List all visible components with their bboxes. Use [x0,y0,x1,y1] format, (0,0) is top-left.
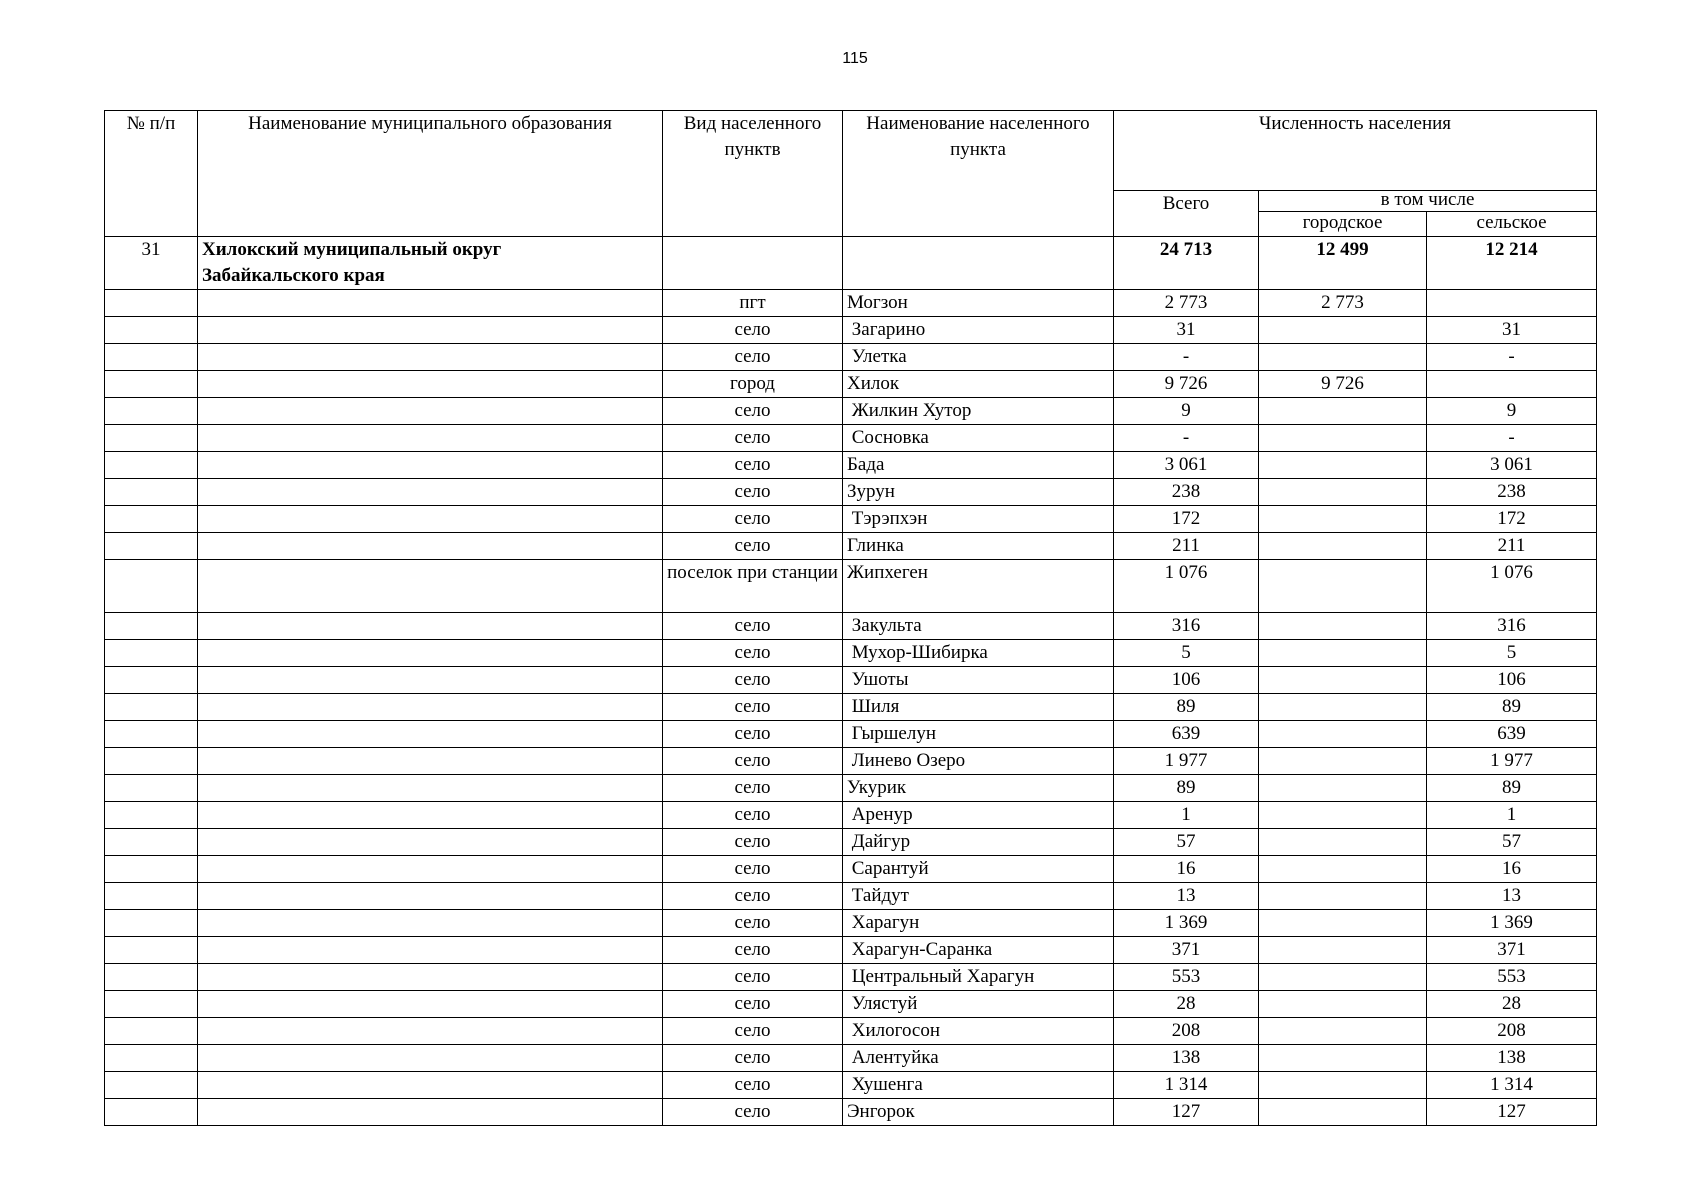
table-row [105,479,1597,506]
row-total: 89 [1114,694,1259,721]
row-settlement: Хилок [843,371,1114,398]
row-settlement: Тайдут [843,883,1114,910]
table-row [105,748,1597,775]
district-total: 24 713 [1114,237,1259,290]
row-total: 1 977 [1114,748,1259,775]
row-total: 1 369 [1114,910,1259,937]
row-total: 208 [1114,1018,1259,1045]
table-row [105,991,1597,1018]
row-num [105,883,198,910]
row-kind: село [663,613,843,640]
row-municipality [198,937,663,964]
row-kind: село [663,506,843,533]
row-rural: 371 [1427,937,1597,964]
table-row [105,667,1597,694]
row-kind: село [663,991,843,1018]
row-municipality [198,506,663,533]
district-kind [663,237,843,290]
row-total: 3 061 [1114,452,1259,479]
row-total: 371 [1114,937,1259,964]
row-settlement: Жипхеген [843,560,1114,613]
table-row [105,829,1597,856]
header-row [105,111,1597,191]
row-num [105,1045,198,1072]
row-total: - [1114,344,1259,371]
row-urban [1259,748,1427,775]
header-total: Всего [1114,191,1259,237]
table-row [105,560,1597,613]
row-total: 89 [1114,775,1259,802]
row-settlement: Центральный Харагун [843,964,1114,991]
row-total: 1 076 [1114,560,1259,613]
table-row [105,398,1597,425]
header-settlement: Наименование населенного пункта [843,111,1114,237]
row-kind: село [663,1099,843,1126]
row-num [105,506,198,533]
table-row [105,856,1597,883]
row-rural: 211 [1427,533,1597,560]
row-rural: 3 061 [1427,452,1597,479]
row-municipality [198,1045,663,1072]
row-rural: 138 [1427,1045,1597,1072]
row-settlement: Глинка [843,533,1114,560]
row-municipality [198,694,663,721]
row-num [105,1099,198,1126]
row-total: 1 [1114,802,1259,829]
row-rural: 9 [1427,398,1597,425]
row-municipality [198,317,663,344]
row-rural: 127 [1427,1099,1597,1126]
table-row [105,640,1597,667]
row-total: - [1114,425,1259,452]
row-kind: пгт [663,290,843,317]
row-total: 553 [1114,964,1259,991]
row-kind: село [663,937,843,964]
row-settlement: Укурик [843,775,1114,802]
row-total: 238 [1114,479,1259,506]
row-rural: - [1427,425,1597,452]
row-rural: - [1427,344,1597,371]
row-urban [1259,452,1427,479]
row-total: 28 [1114,991,1259,1018]
district-urban: 12 499 [1259,237,1427,290]
row-rural: 89 [1427,775,1597,802]
row-kind: село [663,748,843,775]
row-settlement: Улястуй [843,991,1114,1018]
row-municipality [198,910,663,937]
row-num [105,452,198,479]
row-rural: 553 [1427,964,1597,991]
row-num [105,1072,198,1099]
row-num [105,425,198,452]
table-row [105,910,1597,937]
row-num [105,964,198,991]
row-rural: 1 [1427,802,1597,829]
row-num [105,694,198,721]
row-kind: село [663,640,843,667]
row-rural [1427,290,1597,317]
table-row [105,344,1597,371]
table-row [105,425,1597,452]
row-total: 106 [1114,667,1259,694]
row-num [105,910,198,937]
row-rural: 1 369 [1427,910,1597,937]
row-num [105,317,198,344]
row-kind: город [663,371,843,398]
row-municipality [198,964,663,991]
table-row [105,937,1597,964]
row-settlement: Могзон [843,290,1114,317]
row-municipality [198,1072,663,1099]
row-total: 172 [1114,506,1259,533]
district-name-line1: Хилокский муниципальный округ [202,239,502,260]
row-total: 639 [1114,721,1259,748]
row-rural: 5 [1427,640,1597,667]
row-rural: 1 076 [1427,560,1597,613]
row-total: 316 [1114,613,1259,640]
row-num [105,1018,198,1045]
row-settlement: Ушоты [843,667,1114,694]
row-kind: село [663,1045,843,1072]
row-municipality [198,290,663,317]
row-urban [1259,479,1427,506]
table-row [105,694,1597,721]
row-settlement: Закульта [843,613,1114,640]
row-total: 9 [1114,398,1259,425]
row-urban [1259,721,1427,748]
row-urban [1259,1099,1427,1126]
row-municipality [198,452,663,479]
row-num [105,775,198,802]
row-urban [1259,937,1427,964]
row-kind: село [663,856,843,883]
row-rural: 57 [1427,829,1597,856]
row-urban [1259,964,1427,991]
header-population: Численность населения [1114,111,1597,191]
header-kind: Вид населенного пунктв [663,111,843,237]
row-urban [1259,560,1427,613]
page-number: 115 [842,50,868,67]
row-municipality [198,883,663,910]
row-total: 31 [1114,317,1259,344]
row-num [105,748,198,775]
table-row [105,721,1597,748]
row-num [105,802,198,829]
row-municipality [198,613,663,640]
row-rural: 89 [1427,694,1597,721]
row-urban: 9 726 [1259,371,1427,398]
row-urban [1259,991,1427,1018]
row-urban [1259,317,1427,344]
district-num: 31 [105,237,198,290]
row-kind: село [663,964,843,991]
row-total: 138 [1114,1045,1259,1072]
row-municipality [198,425,663,452]
row-num [105,856,198,883]
row-settlement: Бада [843,452,1114,479]
row-kind: село [663,883,843,910]
row-municipality [198,991,663,1018]
row-rural: 13 [1427,883,1597,910]
district-name-line2: Забайкальского края [202,265,385,286]
header-rural: сельское [1427,212,1597,237]
row-municipality [198,1099,663,1126]
district-row [105,237,1597,290]
row-urban [1259,829,1427,856]
row-municipality [198,802,663,829]
row-num [105,991,198,1018]
row-total: 1 314 [1114,1072,1259,1099]
row-kind: село [663,452,843,479]
row-num [105,398,198,425]
table-row [105,533,1597,560]
row-settlement: Хилогосон [843,1018,1114,1045]
row-settlement: Жилкин Хутор [843,398,1114,425]
district-settlement [843,237,1114,290]
row-rural: 208 [1427,1018,1597,1045]
row-settlement: Тэрэпхэн [843,506,1114,533]
population-table [104,110,1597,1126]
row-num [105,371,198,398]
table-row [105,802,1597,829]
row-municipality [198,640,663,667]
row-kind: село [663,344,843,371]
table-row [105,317,1597,344]
row-urban [1259,667,1427,694]
row-kind: село [663,694,843,721]
table-row [105,775,1597,802]
header-urban: городское [1259,212,1427,237]
row-municipality [198,560,663,613]
row-rural: 639 [1427,721,1597,748]
row-municipality [198,829,663,856]
row-rural: 16 [1427,856,1597,883]
row-rural [1427,371,1597,398]
row-rural: 106 [1427,667,1597,694]
row-settlement: Хушенга [843,1072,1114,1099]
row-settlement: Дайгур [843,829,1114,856]
row-total: 57 [1114,829,1259,856]
row-total: 2 773 [1114,290,1259,317]
row-municipality [198,775,663,802]
row-municipality [198,667,663,694]
row-settlement: Шиля [843,694,1114,721]
row-municipality [198,533,663,560]
row-settlement: Алентуйка [843,1045,1114,1072]
table-row [105,613,1597,640]
row-num [105,829,198,856]
row-kind: село [663,910,843,937]
row-municipality [198,344,663,371]
row-settlement: Энгорок [843,1099,1114,1126]
row-urban [1259,694,1427,721]
row-urban [1259,910,1427,937]
row-kind: село [663,775,843,802]
row-num [105,344,198,371]
row-municipality [198,856,663,883]
row-kind: село [663,317,843,344]
row-kind: село [663,425,843,452]
row-rural: 316 [1427,613,1597,640]
table-row [105,1018,1597,1045]
row-total: 211 [1114,533,1259,560]
row-settlement: Харагун-Саранка [843,937,1114,964]
table-row [105,964,1597,991]
row-urban [1259,425,1427,452]
row-num [105,721,198,748]
header-municipality: Наименование муниципального образования [198,111,663,237]
row-urban [1259,398,1427,425]
row-kind: село [663,1018,843,1045]
row-num [105,533,198,560]
row-urban [1259,533,1427,560]
row-kind: село [663,721,843,748]
table-row [105,506,1597,533]
row-rural: 1 314 [1427,1072,1597,1099]
row-urban [1259,506,1427,533]
row-settlement: Харагун [843,910,1114,937]
row-num [105,640,198,667]
table-row [105,883,1597,910]
table-row [105,371,1597,398]
row-urban [1259,856,1427,883]
row-num [105,613,198,640]
table-row [105,1072,1597,1099]
row-settlement: Аренур [843,802,1114,829]
table-row [105,452,1597,479]
row-num [105,667,198,694]
row-kind: село [663,1072,843,1099]
row-kind: поселок при станции [663,560,843,613]
row-total: 5 [1114,640,1259,667]
row-municipality [198,371,663,398]
row-kind: село [663,667,843,694]
row-total: 9 726 [1114,371,1259,398]
row-settlement: Зурун [843,479,1114,506]
row-municipality [198,398,663,425]
row-num [105,937,198,964]
row-municipality [198,748,663,775]
row-settlement: Гыршелун [843,721,1114,748]
header-num: № п/п [105,111,198,237]
row-urban [1259,883,1427,910]
row-settlement: Сарантуй [843,856,1114,883]
row-urban [1259,775,1427,802]
table-row [105,290,1597,317]
header-including: в том числе [1259,191,1597,212]
row-urban [1259,1018,1427,1045]
table-row [105,1099,1597,1126]
row-rural: 31 [1427,317,1597,344]
row-urban: 2 773 [1259,290,1427,317]
row-total: 127 [1114,1099,1259,1126]
row-kind: село [663,398,843,425]
row-municipality [198,479,663,506]
row-settlement: Загарино [843,317,1114,344]
row-rural: 1 977 [1427,748,1597,775]
district-rural: 12 214 [1427,237,1597,290]
district-name [198,237,663,290]
row-total: 16 [1114,856,1259,883]
table-row [105,1045,1597,1072]
row-settlement: Мухор-Шибирка [843,640,1114,667]
row-num [105,560,198,613]
row-urban [1259,802,1427,829]
row-urban [1259,344,1427,371]
row-kind: село [663,829,843,856]
row-num [105,479,198,506]
row-settlement: Линево Озеро [843,748,1114,775]
row-settlement: Сосновка [843,425,1114,452]
row-rural: 238 [1427,479,1597,506]
row-urban [1259,613,1427,640]
row-settlement: Улетка [843,344,1114,371]
row-municipality [198,1018,663,1045]
row-kind: село [663,533,843,560]
row-urban [1259,640,1427,667]
row-rural: 28 [1427,991,1597,1018]
row-urban [1259,1045,1427,1072]
row-num [105,290,198,317]
row-kind: село [663,479,843,506]
row-municipality [198,721,663,748]
row-kind: село [663,802,843,829]
row-rural: 172 [1427,506,1597,533]
row-total: 13 [1114,883,1259,910]
row-urban [1259,1072,1427,1099]
